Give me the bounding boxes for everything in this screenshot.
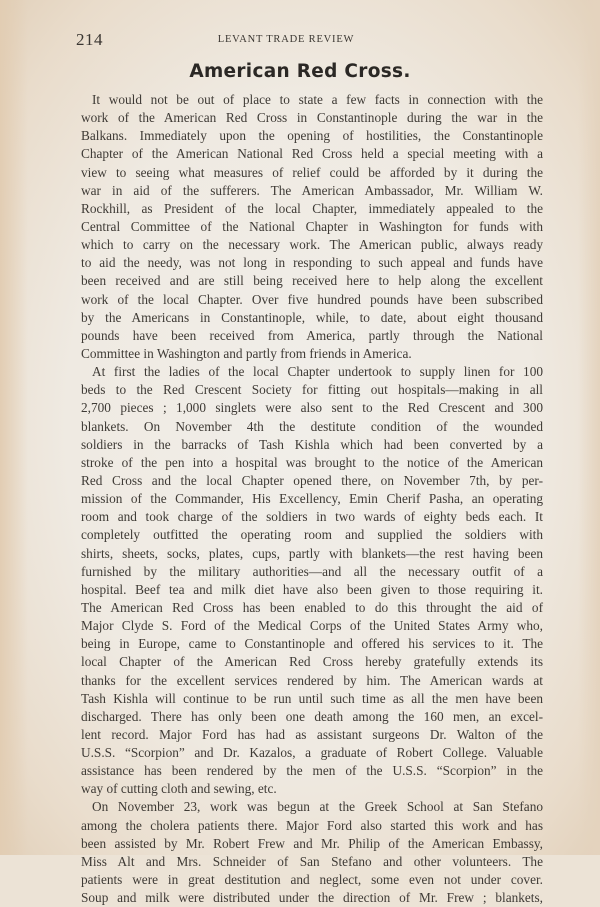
text-line: At first the ladies of the local Chapter undertook to supply linen for 100: [92, 364, 543, 380]
text-line: Rockhill, as President of the local Chapter, immediately appealed to the: [81, 200, 543, 216]
text-line: among the cholera patients there. Major Ford also started this work and has: [81, 817, 543, 833]
text-line: assistance has been rendered by the men of the U.S.S. “Scorpion” in the: [81, 763, 543, 779]
text-line: pounds have been received from America, partly through the National: [81, 327, 543, 343]
text-line: war in aid of the sufferers. The American Ambassador, Mr. William W.: [81, 182, 543, 198]
text-line: 2,700 pieces ; 1,000 singlets were also sent to the Red Crescent and 300: [81, 400, 543, 416]
running-head: [76, 30, 526, 50]
page-number: 214: [76, 30, 103, 49]
text-line: Miss Alt and Mrs. Schneider of San Stefano and other volunteers. The: [81, 853, 543, 869]
text-line: beds to the Red Crescent Society for fitting out hospitals—making in all: [81, 382, 543, 398]
text-line: soldiers in the barracks of Tash Kishla which had been converted by a: [81, 436, 543, 452]
article-body: [81, 91, 543, 907]
paragraph: [81, 91, 543, 363]
text-line: patients were in great destitution and neglect, some even not under cover.: [81, 872, 543, 888]
text-line: stroke of the pen into a hospital was brought to the notice of the American: [81, 454, 543, 470]
article-title: American Red Cross.: [189, 61, 411, 82]
text-line: It would not be out of place to state a few facts in connection with the: [92, 92, 543, 107]
text-line: Soup and milk were distributed under the direction of Mr. Frew ; blankets,: [81, 890, 543, 906]
text-line: work of the American Red Cross in Constantinople during the war in the: [81, 110, 543, 126]
text-line: way of cutting cloth and sewing, etc.: [81, 781, 277, 797]
text-line: view to seeing what measures of relief could be afforded by it during the: [81, 164, 543, 180]
paragraph: [81, 798, 543, 907]
text-line: to aid the needy, was not long in responding to such appeal and funds have: [81, 255, 543, 271]
text-line: room and took charge of the soldiers in two wards of eighty beds each. It: [81, 509, 543, 525]
text-line: mission of the Commander, His Excellency, Emin Cherif Pasha, an operating: [81, 491, 543, 507]
text-line: blankets. On November 4th the destitute condition of the wounded: [81, 418, 543, 434]
text-line: Major Clyde S. Ford of the Medical Corps of the United States Army who,: [81, 618, 543, 634]
text-line: On November 23, work was begun at the Greek School at San Stefano: [92, 799, 543, 815]
paragraph: [81, 363, 543, 798]
text-line: Balkans. Immediately upon the opening of hostilities, the Constantinople: [81, 128, 543, 144]
text-line: which to carry on the necessary work. The American public, always ready: [81, 237, 543, 253]
journal-title: LEVANT TRADE REVIEW: [217, 34, 355, 45]
text-line: being in Europe, came to Constantinople and offered his services to it. The: [81, 636, 543, 652]
text-line: been received and are still being received here to help along the excellent: [81, 273, 543, 289]
text-line: thanks for the excellent services rendered by him. The American wards at: [81, 672, 543, 688]
text-line: work of the local Chapter. Over five hundred pounds have been subscribed: [81, 291, 543, 307]
text-line: lent record. Major Ford has had as assistant surgeons Dr. Walton of the: [81, 726, 543, 742]
text-line: Committee in Washington and partly from friends in America.: [81, 345, 412, 361]
text-line: shirts, sheets, socks, plates, cups, partly with blankets—the rest having been: [81, 545, 543, 561]
text-line: discharged. There has only been one death among the 160 men, an excel-: [81, 708, 543, 724]
text-line: completely outfitted the operating room and supplied the soldiers with: [81, 527, 543, 543]
text-line: Central Committee of the National Chapter in Washington for funds with: [81, 218, 543, 234]
text-line: by the Americans in Constantinople, while, to date, about eight thousand: [81, 309, 543, 325]
text-line: local Chapter of the American Red Cross hereby gratefully extends its: [81, 654, 543, 670]
text-line: been assisted by Mr. Robert Frew and Mr. Philip of the American Embassy,: [81, 835, 543, 851]
text-line: Tash Kishla will continue to be run until such time as all the men have been: [81, 690, 543, 706]
text-line: Red Cross and the local Chapter opened there, on November 7th, by per-: [81, 472, 543, 488]
text-line: U.S.S. “Scorpion” and Dr. Kazalos, a graduate of Robert College. Valuable: [81, 745, 543, 761]
text-line: hospital. Beef tea and milk diet have also been given to those requiring it.: [81, 581, 543, 597]
text-line: furnished by the military authorities—and all the necessary outfit of a: [81, 563, 543, 579]
text-line: The American Red Cross has been enabled to do this throught the aid of: [81, 599, 543, 615]
text-line: Chapter of the American National Red Cross held a special meeting with a: [81, 146, 543, 162]
